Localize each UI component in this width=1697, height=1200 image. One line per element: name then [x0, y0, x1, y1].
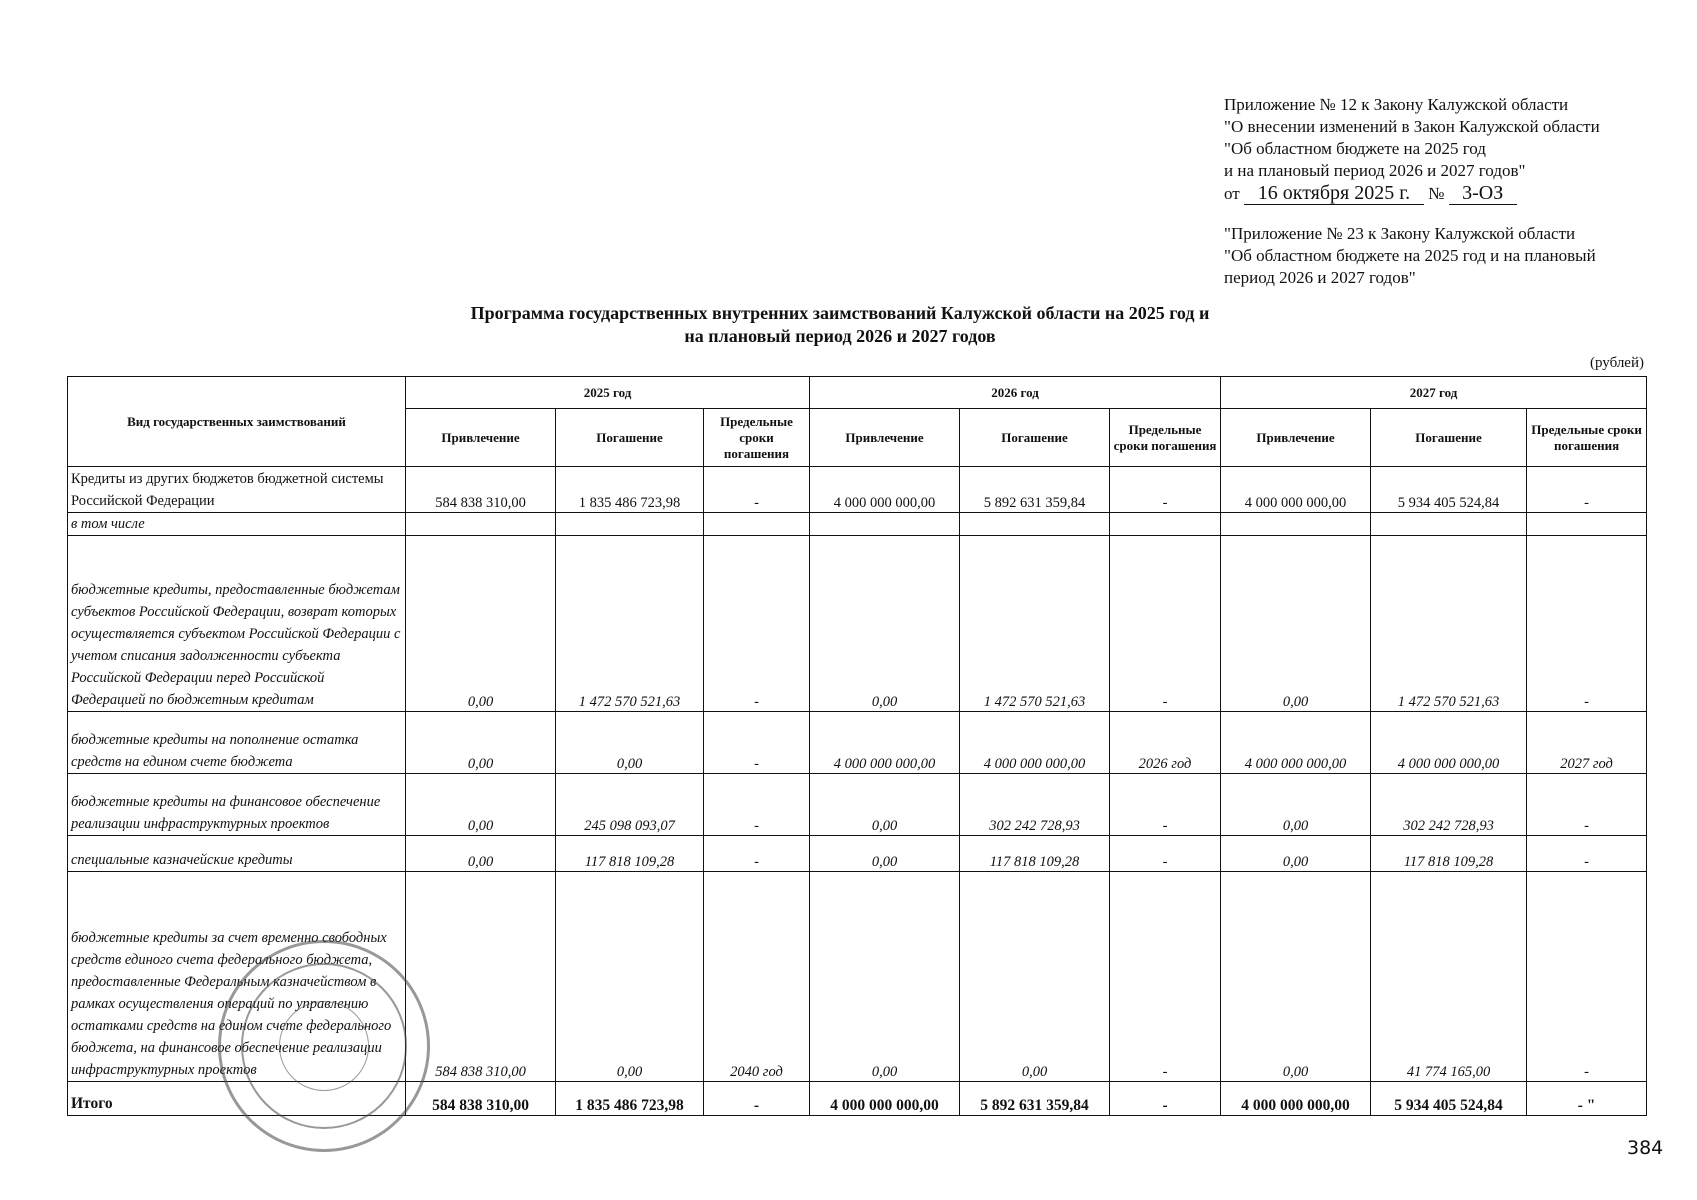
subheader-deadline: Предельные сроки погашения — [1527, 409, 1647, 467]
table-cell: 302 242 728,93 — [960, 774, 1110, 836]
year-header-2026: 2026 год — [810, 377, 1221, 409]
total-cell: - — [704, 1082, 810, 1116]
table-cell: 0,00 — [406, 774, 556, 836]
table-cell: - — [1110, 836, 1221, 872]
subheader-borrowing: Привлечение — [1221, 409, 1371, 467]
table-cell: 41 774 165,00 — [1371, 872, 1527, 1082]
table-cell — [406, 513, 556, 536]
table-cell: 0,00 — [406, 712, 556, 774]
subheader-borrowing: Привлечение — [406, 409, 556, 467]
table-cell: 4 000 000 000,00 — [810, 467, 960, 513]
title-line: Программа государственных внутренних заимствований Калужской области на 2025 год и — [470, 303, 1210, 323]
table-cell: 0,00 — [556, 712, 704, 774]
law-date-line — [1224, 182, 1664, 205]
table-cell: 0,00 — [960, 872, 1110, 1082]
row-label: бюджетные кредиты за счет временно свободных средств единого счета федерального бюджета, предоставленные Федеральным казначейством в рамках осуществления операций по управлению остатками средств на едином счете федерального бюджета, на финансовое обеспечение реализации инфраструктурных проектов — [68, 872, 406, 1082]
table-cell: 5 934 405 524,84 — [1371, 467, 1527, 513]
unit-label: (рублей) — [1589, 355, 1644, 371]
table-cell — [704, 513, 810, 536]
table-cell: - — [1110, 774, 1221, 836]
table-cell: - — [1527, 774, 1647, 836]
appendix-header — [1224, 94, 1664, 289]
table-row — [68, 536, 1647, 712]
appendix-line: и на плановый период 2026 и 2027 годов" — [1224, 161, 1526, 180]
total-cell: - — [1110, 1082, 1221, 1116]
table-cell: - — [1527, 836, 1647, 872]
appendix-line: Приложение № 12 к Закону Калужской области — [1224, 95, 1569, 114]
table-cell: 4 000 000 000,00 — [1371, 712, 1527, 774]
appendix-line: "Приложение № 23 к Закону Калужской области — [1224, 224, 1576, 243]
appendix-line: период 2026 и 2027 годов" — [1224, 268, 1416, 287]
table-cell — [1110, 513, 1221, 536]
table-cell: - — [704, 467, 810, 513]
table-cell: 4 000 000 000,00 — [1221, 712, 1371, 774]
table-cell: - — [704, 836, 810, 872]
table-cell: - — [1110, 872, 1221, 1082]
law-number: 3-ОЗ — [1449, 182, 1517, 205]
subheader-repayment: Погашение — [960, 409, 1110, 467]
date-prefix: от — [1224, 184, 1240, 203]
table-cell: 0,00 — [406, 836, 556, 872]
subheader-deadline: Предельные сроки погашения — [704, 409, 810, 467]
table-cell: 0,00 — [810, 872, 960, 1082]
page-number: 384 — [1627, 1137, 1664, 1159]
table-cell: - — [704, 774, 810, 836]
table-cell — [1527, 513, 1647, 536]
table-cell: - — [1110, 536, 1221, 712]
total-cell: 4 000 000 000,00 — [1221, 1082, 1371, 1116]
table-cell — [1221, 513, 1371, 536]
table-cell: 1 835 486 723,98 — [556, 467, 704, 513]
table-cell: 0,00 — [1221, 836, 1371, 872]
appendix-line: "О внесении изменений в Закон Калужской области — [1224, 117, 1600, 136]
table-cell: 0,00 — [810, 774, 960, 836]
table-cell: 1 472 570 521,63 — [556, 536, 704, 712]
table-cell — [556, 513, 704, 536]
col-header-kind: Вид государственных заимствований — [68, 377, 406, 467]
row-label: бюджетные кредиты на финансовое обеспечение реализации инфраструктурных проектов — [68, 774, 406, 836]
year-header-2025: 2025 год — [406, 377, 810, 409]
table-row — [68, 836, 1647, 872]
row-label: бюджетные кредиты на пополнение остатка средств на едином счете бюджета — [68, 712, 406, 774]
table-cell: 0,00 — [810, 836, 960, 872]
total-cell: 1 835 486 723,98 — [556, 1082, 704, 1116]
appendix-line: "Об областном бюджете на 2025 год и на плановый — [1224, 246, 1596, 265]
table-cell: 0,00 — [1221, 872, 1371, 1082]
table-cell: 2026 год — [1110, 712, 1221, 774]
row-label: бюджетные кредиты, предоставленные бюджетам субъектов Российской Федерации, возврат которых осуществляется субъектом Российской Федерации с учетом списания задолженности субъекта Российской Федерации перед Российской Федерацией по бюджетным кредитам — [68, 536, 406, 712]
table-row — [68, 513, 1647, 536]
law-date: 16 октября 2025 г. — [1244, 182, 1424, 205]
table-cell: 1 472 570 521,63 — [960, 536, 1110, 712]
row-label: Кредиты из других бюджетов бюджетной системы Российской Федерации — [68, 467, 406, 513]
table-cell: 117 818 109,28 — [556, 836, 704, 872]
total-cell: 584 838 310,00 — [406, 1082, 556, 1116]
table-cell: 117 818 109,28 — [1371, 836, 1527, 872]
row-label: в том числе — [68, 513, 406, 536]
total-cell: 5 934 405 524,84 — [1371, 1082, 1527, 1116]
table-cell: 245 098 093,07 — [556, 774, 704, 836]
table-cell: - — [1527, 872, 1647, 1082]
table-cell: 117 818 109,28 — [960, 836, 1110, 872]
table-cell: 584 838 310,00 — [406, 467, 556, 513]
table-cell: - — [1527, 536, 1647, 712]
table-cell: 0,00 — [556, 872, 704, 1082]
table-cell: 0,00 — [1221, 536, 1371, 712]
table-cell: 1 472 570 521,63 — [1371, 536, 1527, 712]
table-cell: 584 838 310,00 — [406, 872, 556, 1082]
total-cell: 4 000 000 000,00 — [810, 1082, 960, 1116]
total-cell: - " — [1527, 1082, 1647, 1116]
table-row — [68, 774, 1647, 836]
table-cell: 302 242 728,93 — [1371, 774, 1527, 836]
table-cell: - — [704, 536, 810, 712]
table-cell: 0,00 — [810, 536, 960, 712]
title-line: на плановый период 2026 и 2027 годов — [684, 326, 996, 346]
table-cell: - — [1527, 467, 1647, 513]
official-seal-icon — [218, 940, 430, 1152]
table-cell — [810, 513, 960, 536]
document-title — [400, 302, 1280, 348]
year-header-2027: 2027 год — [1221, 377, 1647, 409]
total-label: Итого — [68, 1082, 406, 1116]
appendix-23-block — [1224, 223, 1664, 289]
table-cell: 4 000 000 000,00 — [1221, 467, 1371, 513]
table-cell: - — [704, 712, 810, 774]
table-row — [68, 712, 1647, 774]
table-cell — [960, 513, 1110, 536]
subheader-repayment: Погашение — [1371, 409, 1527, 467]
table-cell: 4 000 000 000,00 — [960, 712, 1110, 774]
table-cell: 0,00 — [406, 536, 556, 712]
table-cell: 2027 год — [1527, 712, 1647, 774]
table-cell: 4 000 000 000,00 — [810, 712, 960, 774]
subheader-deadline: Предельные сроки погашения — [1110, 409, 1221, 467]
table-cell: - — [1110, 467, 1221, 513]
row-label: специальные казначейские кредиты — [68, 836, 406, 872]
number-prefix: № — [1428, 184, 1445, 203]
appendix-line: "Об областном бюджете на 2025 год — [1224, 139, 1486, 158]
table-cell: 5 892 631 359,84 — [960, 467, 1110, 513]
table-row — [68, 467, 1647, 513]
table-cell: 0,00 — [1221, 774, 1371, 836]
table-cell: 2040 год — [704, 872, 810, 1082]
subheader-repayment: Погашение — [556, 409, 704, 467]
total-cell: 5 892 631 359,84 — [960, 1082, 1110, 1116]
table-cell — [1371, 513, 1527, 536]
subheader-borrowing: Привлечение — [810, 409, 960, 467]
